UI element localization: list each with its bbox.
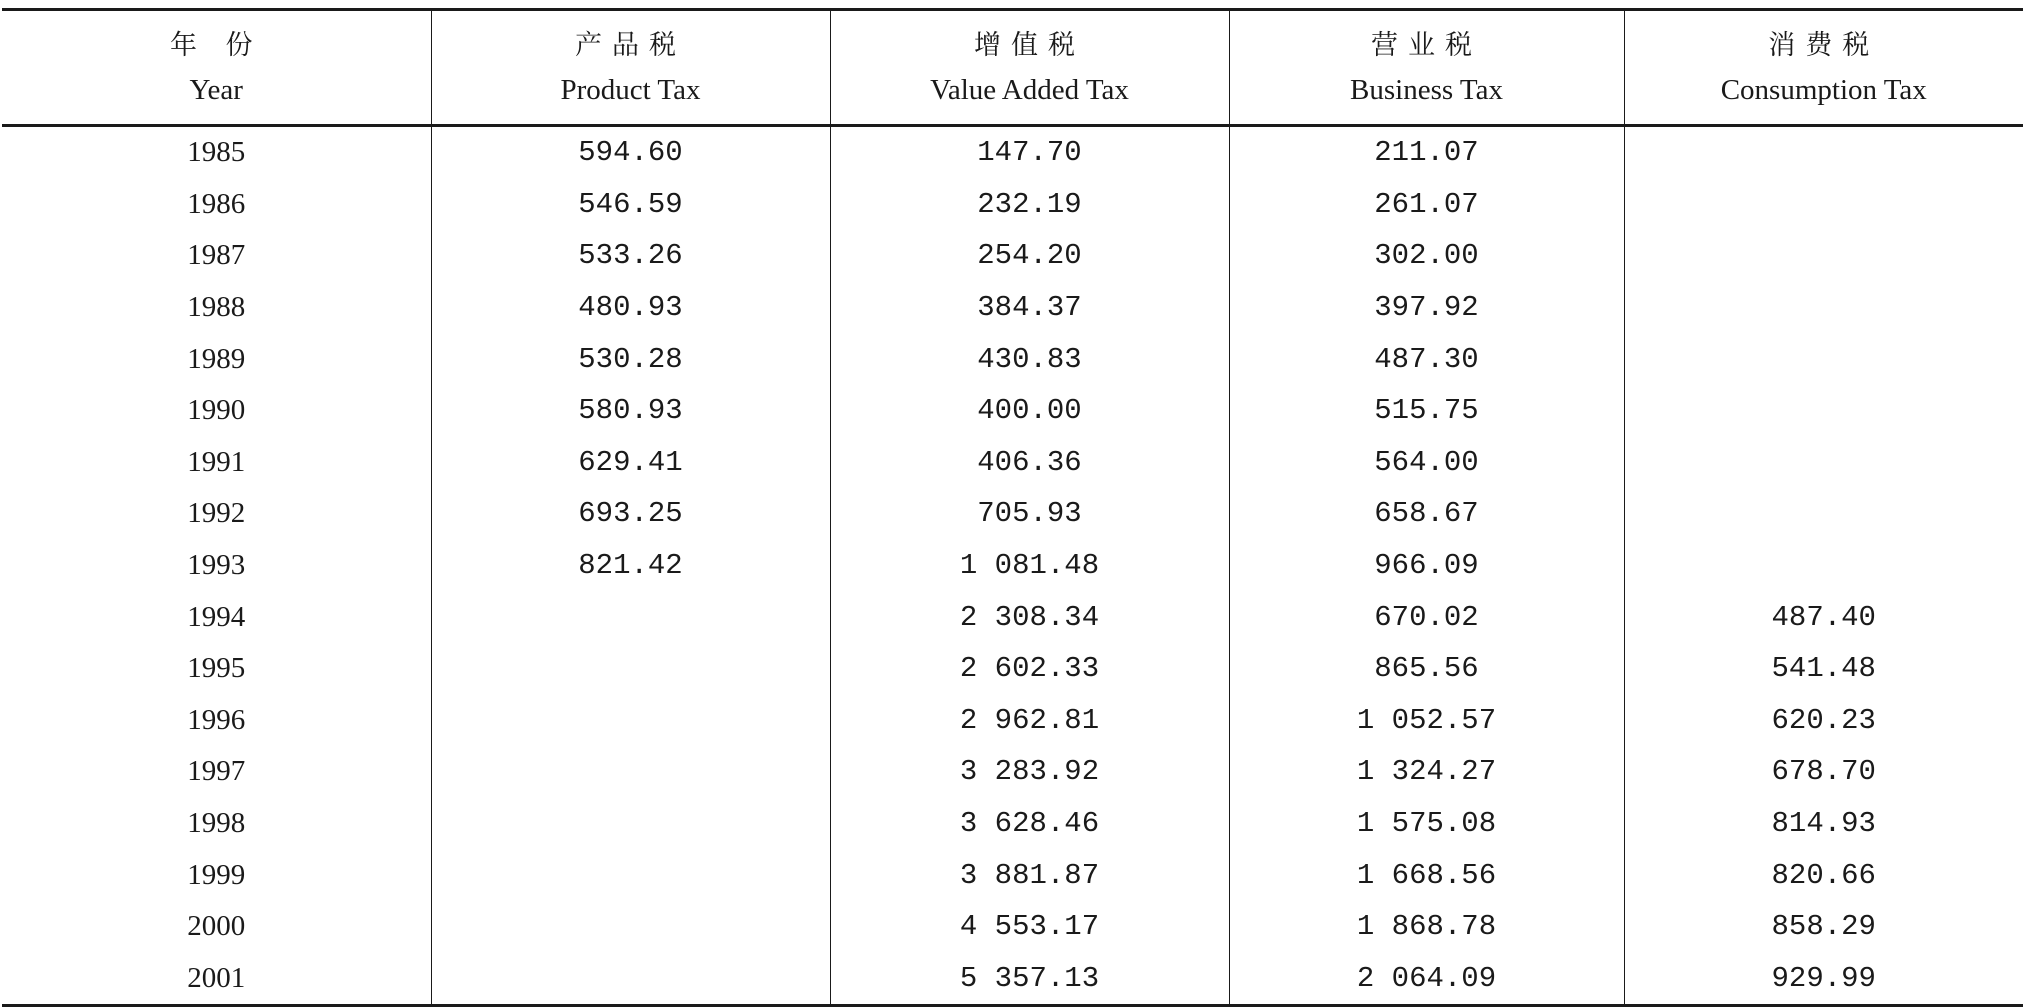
business-tax-cell: 658.67 <box>1229 488 1624 540</box>
year-cell: 1999 <box>187 858 246 891</box>
header-product-tax <box>431 10 830 126</box>
product-tax-cell <box>431 643 830 695</box>
business-tax-cell: 515.75 <box>1229 385 1624 437</box>
consumption-tax-cell: 620.23 <box>1624 695 2023 747</box>
value-added-tax-cell: 3 881.87 <box>830 849 1229 901</box>
value-added-tax-cell: 5 357.13 <box>830 953 1229 1006</box>
business-tax-cell: 1 868.78 <box>1229 901 1624 953</box>
product-tax-cell: 530.28 <box>431 333 830 385</box>
tax-revenue-table <box>2 8 2023 1007</box>
consumption-tax-cell: 814.93 <box>1624 798 2023 850</box>
table-body <box>2 126 2023 1006</box>
header-product-tax-zh: 产品税 <box>575 29 686 61</box>
product-tax-cell <box>431 746 830 798</box>
header-value-added-tax <box>830 10 1229 126</box>
product-tax-cell <box>431 798 830 850</box>
consumption-tax-cell <box>1624 230 2023 282</box>
header-consumption-tax-en: Consumption Tax <box>1720 73 1927 106</box>
value-added-tax-cell: 3 628.46 <box>830 798 1229 850</box>
table-row <box>2 953 2023 1006</box>
header-value-added-tax-en: Value Added Tax <box>930 73 1129 106</box>
header-year-zh: 年 份 <box>169 29 263 61</box>
year-cell: 1994 <box>187 600 246 633</box>
header-consumption-tax-zh: 消费税 <box>1768 29 1880 61</box>
consumption-tax-cell: 820.66 <box>1624 849 2023 901</box>
table-row <box>2 437 2023 489</box>
header-year-en: Year <box>189 73 243 106</box>
header-business-tax-en: Business Tax <box>1350 73 1503 106</box>
year-cell: 2000 <box>187 910 246 943</box>
business-tax-cell: 1 052.57 <box>1229 695 1624 747</box>
business-tax-cell: 1 575.08 <box>1229 798 1624 850</box>
header-business-tax <box>1229 10 1624 126</box>
consumption-tax-cell <box>1624 179 2023 231</box>
value-added-tax-cell: 2 602.33 <box>830 643 1229 695</box>
value-added-tax-cell: 430.83 <box>830 333 1229 385</box>
table-row <box>2 643 2023 695</box>
header-consumption-tax <box>1624 10 2023 126</box>
product-tax-cell: 693.25 <box>431 488 830 540</box>
business-tax-cell: 487.30 <box>1229 333 1624 385</box>
year-cell: 1998 <box>187 807 246 840</box>
header-row <box>2 10 2023 126</box>
value-added-tax-cell: 232.19 <box>830 179 1229 231</box>
table-row <box>2 126 2023 179</box>
consumption-tax-cell <box>1624 488 2023 540</box>
year-cell: 1986 <box>187 187 246 220</box>
table-row <box>2 333 2023 385</box>
year-cell: 1997 <box>187 755 246 788</box>
product-tax-cell: 629.41 <box>431 437 830 489</box>
value-added-tax-cell: 147.70 <box>830 126 1229 179</box>
product-tax-cell: 533.26 <box>431 230 830 282</box>
year-cell: 1990 <box>187 394 246 427</box>
product-tax-cell <box>431 695 830 747</box>
product-tax-cell: 821.42 <box>431 540 830 592</box>
consumption-tax-cell: 858.29 <box>1624 901 2023 953</box>
business-tax-cell: 302.00 <box>1229 230 1624 282</box>
value-added-tax-cell: 400.00 <box>830 385 1229 437</box>
product-tax-cell: 546.59 <box>431 179 830 231</box>
business-tax-cell: 261.07 <box>1229 179 1624 231</box>
header-product-tax-en: Product Tax <box>560 73 701 106</box>
business-tax-cell: 564.00 <box>1229 437 1624 489</box>
year-cell: 1988 <box>187 291 246 324</box>
business-tax-cell: 1 668.56 <box>1229 849 1624 901</box>
business-tax-cell: 397.92 <box>1229 282 1624 334</box>
business-tax-cell: 966.09 <box>1229 540 1624 592</box>
table-header <box>2 10 2023 126</box>
year-cell: 1995 <box>187 652 246 685</box>
product-tax-cell <box>431 901 830 953</box>
value-added-tax-cell: 4 553.17 <box>830 901 1229 953</box>
header-business-tax-zh: 营业税 <box>1371 29 1482 61</box>
year-cell: 2001 <box>2 953 431 1006</box>
consumption-tax-cell <box>1624 333 2023 385</box>
year-cell: 1996 <box>187 703 246 736</box>
value-added-tax-cell: 2 308.34 <box>830 591 1229 643</box>
value-added-tax-cell: 254.20 <box>830 230 1229 282</box>
business-tax-cell: 865.56 <box>1229 643 1624 695</box>
value-added-tax-cell: 384.37 <box>830 282 1229 334</box>
consumption-tax-cell: 678.70 <box>1624 746 2023 798</box>
table-row <box>2 849 2023 901</box>
product-tax-cell <box>431 849 830 901</box>
table-row <box>2 282 2023 334</box>
table-row <box>2 385 2023 437</box>
consumption-tax-cell <box>1624 385 2023 437</box>
year-cell: 1985 <box>187 136 246 169</box>
value-added-tax-cell: 2 962.81 <box>830 695 1229 747</box>
year-cell: 1992 <box>187 497 246 530</box>
consumption-tax-cell: 541.48 <box>1624 643 2023 695</box>
product-tax-cell <box>431 591 830 643</box>
year-cell: 1993 <box>187 549 246 582</box>
header-value-added-tax-zh: 增值税 <box>974 29 1085 61</box>
table-row <box>2 230 2023 282</box>
table-row <box>2 179 2023 231</box>
consumption-tax-cell <box>1624 126 2023 179</box>
value-added-tax-cell: 705.93 <box>830 488 1229 540</box>
table-row <box>2 798 2023 850</box>
year-cell: 1991 <box>187 445 246 478</box>
consumption-tax-cell <box>1624 540 2023 592</box>
year-cell: 1987 <box>187 239 246 272</box>
business-tax-cell: 211.07 <box>1229 126 1624 179</box>
value-added-tax-cell: 406.36 <box>830 437 1229 489</box>
table-row <box>2 695 2023 747</box>
business-tax-cell: 1 324.27 <box>1229 746 1624 798</box>
product-tax-cell: 480.93 <box>431 282 830 334</box>
consumption-tax-cell <box>1624 437 2023 489</box>
table-row <box>2 488 2023 540</box>
product-tax-cell <box>431 953 830 1006</box>
value-added-tax-cell: 3 283.92 <box>830 746 1229 798</box>
table-row <box>2 746 2023 798</box>
consumption-tax-cell: 929.99 <box>1624 953 2023 1006</box>
value-added-tax-cell: 1 081.48 <box>830 540 1229 592</box>
product-tax-cell: 594.60 <box>431 126 830 179</box>
table-row <box>2 540 2023 592</box>
business-tax-cell: 2 064.09 <box>1229 953 1624 1006</box>
header-year <box>2 10 431 126</box>
table-row <box>2 591 2023 643</box>
consumption-tax-cell: 487.40 <box>1624 591 2023 643</box>
year-cell: 1989 <box>187 342 246 375</box>
business-tax-cell: 670.02 <box>1229 591 1624 643</box>
table-row <box>2 901 2023 953</box>
product-tax-cell: 580.93 <box>431 385 830 437</box>
consumption-tax-cell <box>1624 282 2023 334</box>
